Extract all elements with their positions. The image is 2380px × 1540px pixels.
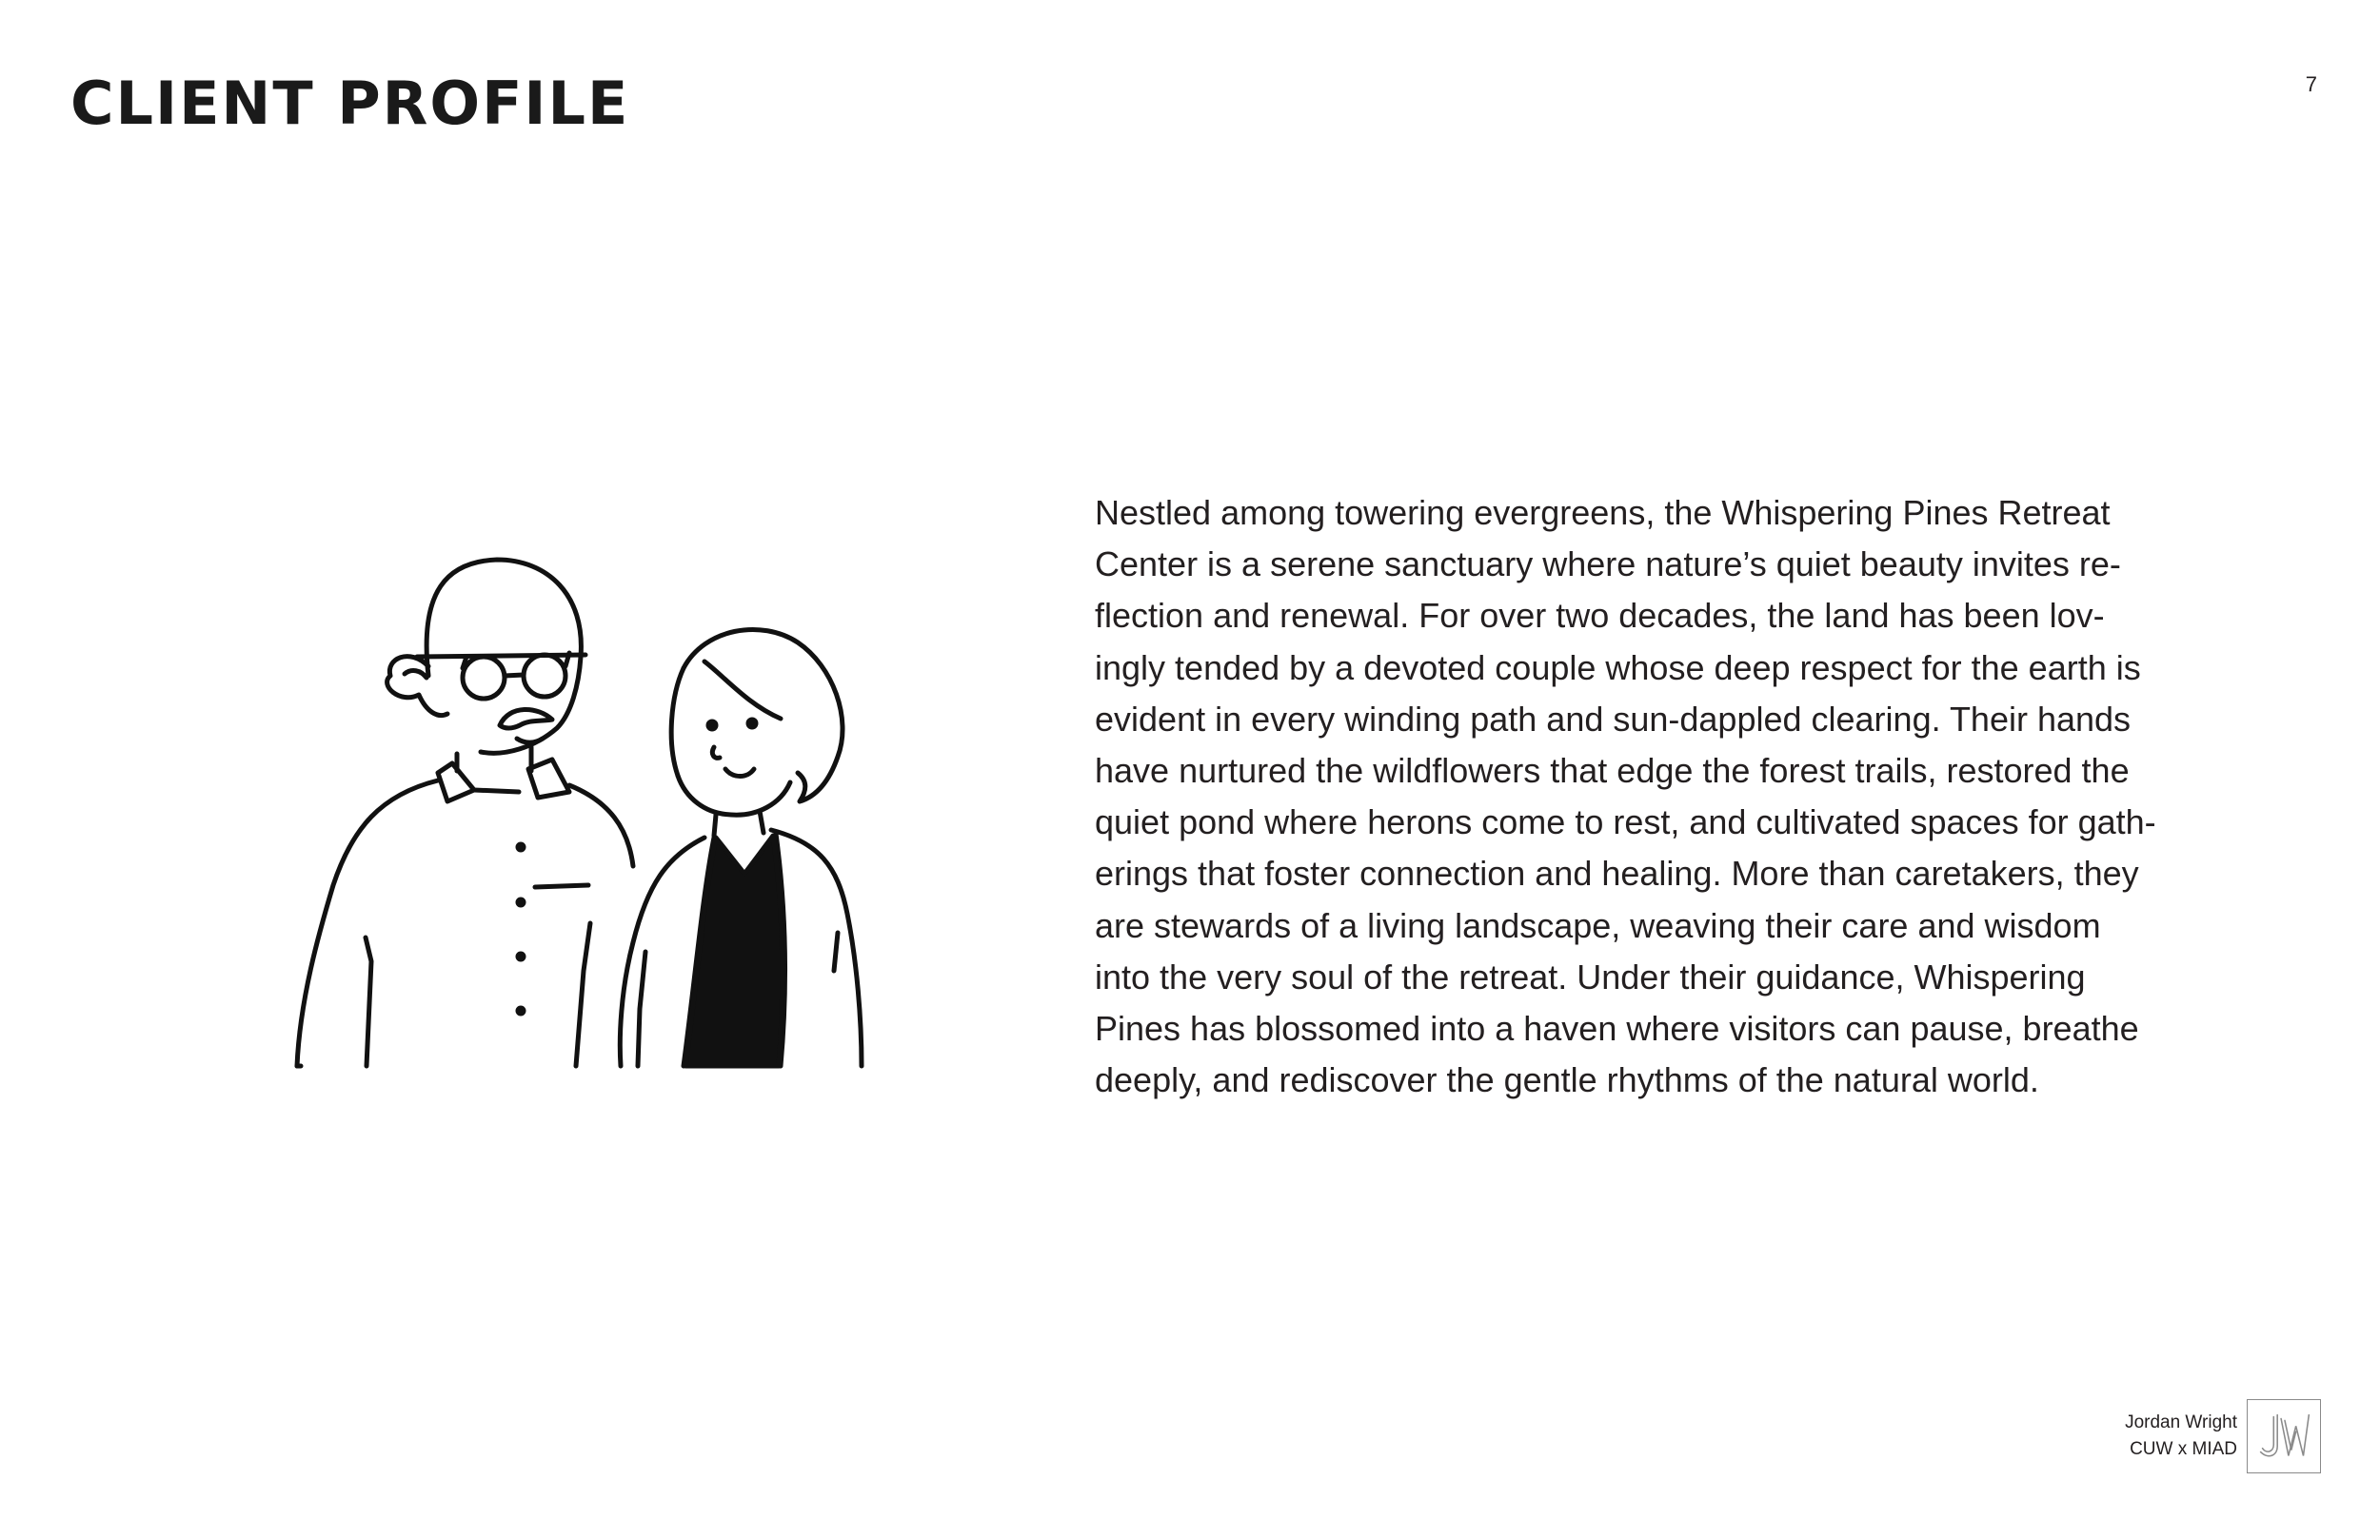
author-credit xyxy=(2125,1410,2237,1463)
man-figure xyxy=(297,560,633,1066)
body-line: Center is a serene sanctuary where nature’s quiet beauty invites re- xyxy=(1095,544,2121,584)
body-line: evident in every winding path and sun-dappled clearing. Their hands xyxy=(1095,699,2132,739)
author-signature xyxy=(2125,1399,2321,1473)
couple-illustration xyxy=(286,552,952,1085)
author-affiliation: CUW x MIAD xyxy=(2130,1439,2237,1459)
page-number: 7 xyxy=(2305,72,2317,96)
body-line: ingly tended by a devoted couple whose deep respect for the earth is xyxy=(1095,647,2141,687)
body-line: are stewards of a living landscape, weaving their care and wisdom xyxy=(1095,905,2101,945)
body-line: quiet pond where herons come to rest, and cultivated spaces for gath- xyxy=(1095,802,2156,842)
body-line: deeply, and rediscover the gentle rhythms of the natural world. xyxy=(1095,1060,2039,1100)
body-line: Nestled among towering evergreens, the Whispering Pines Retreat xyxy=(1095,493,2111,532)
body-line: into the very soul of the retreat. Under their guidance, Whispering xyxy=(1095,957,2086,997)
body-line: erings that foster connection and healing. More than caretakers, they xyxy=(1095,854,2139,894)
author-name: Jordan Wright xyxy=(2125,1412,2237,1432)
client-profile-text xyxy=(1095,487,2156,1106)
page-title: CLIENT PROFILE xyxy=(70,69,630,138)
body-line: Pines has blossomed into a haven where visitors can pause, breathe xyxy=(1095,1009,2139,1049)
body-line: flection and renewal. For over two decades, the land has been lov- xyxy=(1095,596,2105,636)
jw-monogram-icon xyxy=(2247,1399,2321,1473)
body-line: have nurtured the wildflowers that edge the forest trails, restored the xyxy=(1095,751,2130,791)
woman-figure xyxy=(620,629,862,1066)
